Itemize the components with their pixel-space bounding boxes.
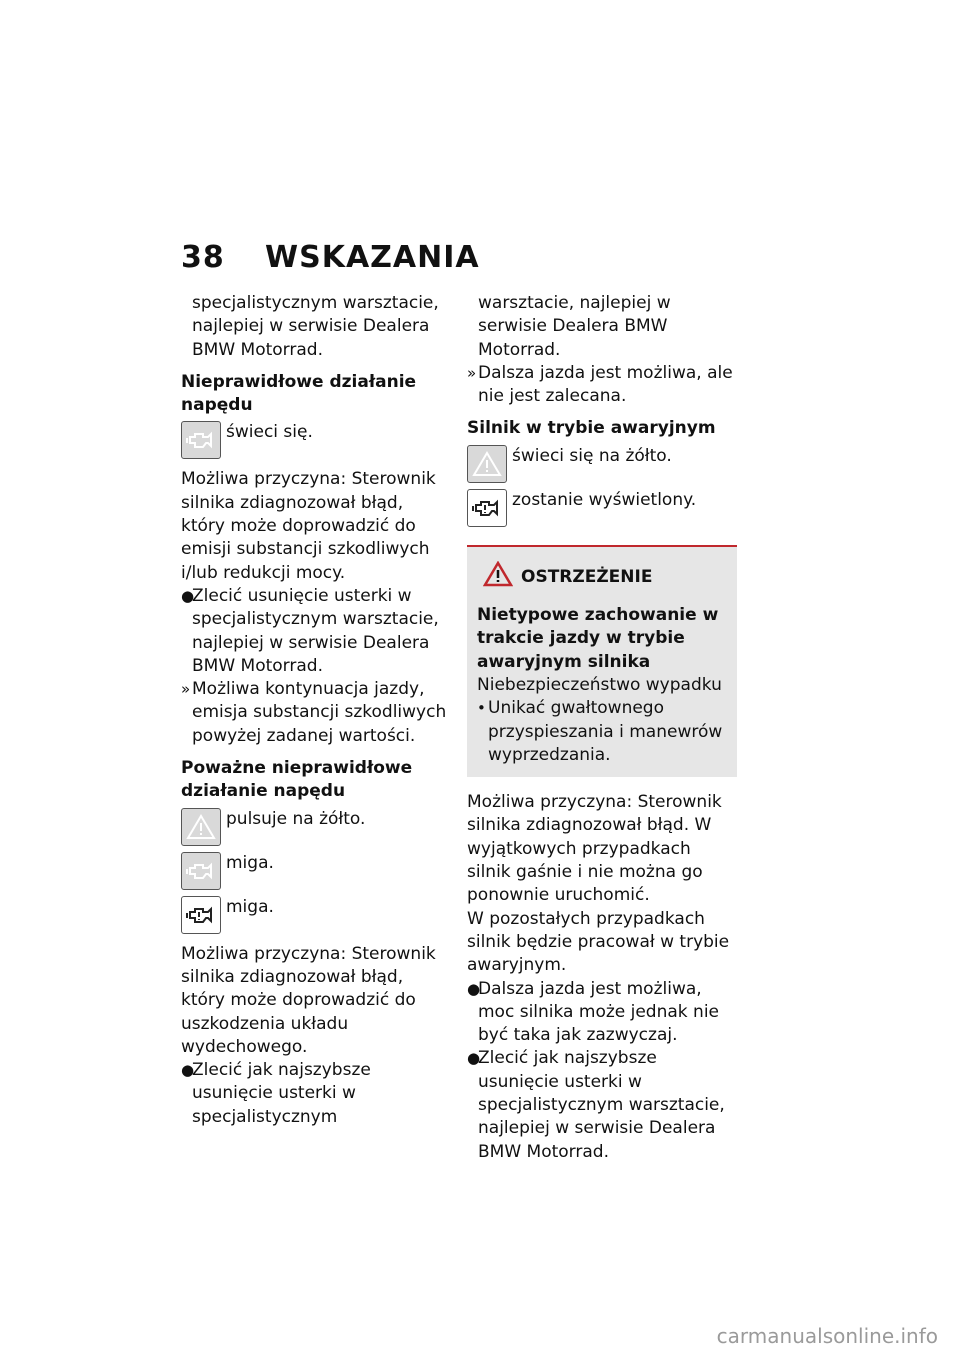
right-intro: warsztacie, najlepiej w serwisie Dealera BMW Motorrad. <box>478 293 671 360</box>
list-item <box>467 1047 737 1163</box>
list-item <box>181 585 449 678</box>
list-item-text: Unikać gwałtownego przyspieszania i manewrów wyprzedzania. <box>488 698 723 765</box>
icon-status-text: świeci się. <box>226 422 313 443</box>
warning-triangle-icon <box>181 808 221 846</box>
list-item-text: Zlecić jak najszybsze usunięcie usterki w specjalistycznym warsztacie, najlepiej w serwisie Dealera BMW Motorrad. <box>478 1048 725 1162</box>
icon-row <box>181 808 449 846</box>
warning-triangle-icon <box>467 445 507 483</box>
heading-serious-malfunction: Poważne nieprawidłowe działanie napędu <box>181 758 413 802</box>
engine-icon <box>181 852 221 890</box>
warning-subtitle: Nietypowe zachowanie w trakcie jazdy w trybie awaryjnym silnika <box>477 605 719 672</box>
warning-title-text: OSTRZEŻENIE <box>521 566 653 587</box>
bullet-marker: ● <box>467 1049 481 1068</box>
bullet-marker: ● <box>181 1061 195 1080</box>
left-column <box>181 292 449 1129</box>
left-intro: specjalistycznym warsztacie, najlepiej w serwisie Dealera BMW Motorrad. <box>192 293 439 360</box>
result-marker: » <box>467 363 477 382</box>
list-item <box>181 1059 449 1129</box>
right-column <box>467 292 737 1164</box>
cause-text: Możliwa przyczyna: Sterownik silnika zdiagnozował błąd, który może doprowadzić do emisji substancji szkodliwych i/lub redukcji mocy. <box>181 469 436 583</box>
bullet-marker: ● <box>181 586 195 605</box>
icon-status-text: świeci się na żółto. <box>512 445 672 466</box>
heading-emergency-mode: Silnik w trybie awaryjnym <box>467 418 716 439</box>
list-item-text: Dalsza jazda jest możliwa, ale nie jest zalecana. <box>478 362 733 407</box>
page-title: WSKAZANIA <box>265 240 480 275</box>
icon-status-text: miga. <box>226 852 274 873</box>
page-header <box>181 240 480 275</box>
bullet-marker: • <box>477 699 486 718</box>
list-item <box>477 697 727 767</box>
cause-text-2: W pozostałych przypadkach silnik będzie pracował w trybie awaryjnym. <box>467 908 730 976</box>
icon-status-text: pulsuje na żółto. <box>226 808 366 829</box>
warning-box <box>467 545 737 777</box>
list-item-text: Zlecić usunięcie usterki w specjalistycznym warsztacie, najlepiej w serwisie Dealera BMW Motorrad. <box>192 585 439 676</box>
icon-row <box>181 896 449 934</box>
list-item <box>467 978 737 1048</box>
list-item <box>181 678 449 748</box>
icon-row <box>181 421 449 459</box>
watermark: carmanualsonline.info <box>716 1324 938 1348</box>
warning-triangle-icon <box>483 561 513 594</box>
cause-text: Możliwa przyczyna: Sterownik silnika zdiagnozował błąd, który może doprowadzić do uszkodzenia układu wydechowego. <box>181 943 436 1057</box>
engine-display-icon <box>181 896 221 934</box>
bullet-marker: ● <box>467 979 481 998</box>
result-marker: » <box>181 680 191 699</box>
page-number: 38 <box>181 240 225 275</box>
icon-row <box>467 445 737 483</box>
warning-risk: Niebezpieczeństwo wypadku <box>477 674 722 695</box>
list-item-text: Dalsza jazda jest możliwa, moc silnika może jednak nie być taka jak zazwyczaj. <box>478 978 719 1046</box>
icon-row <box>467 489 737 527</box>
heading-malfunction: Nieprawidłowe działanie napędu <box>181 371 417 416</box>
cause-text: Możliwa przyczyna: Sterownik silnika zdiagnozował błąd. W wyjątkowych przypadkach silnik gaśnie i nie można go ponownie uruchomić. <box>467 792 722 906</box>
engine-display-icon <box>467 489 507 527</box>
list-item <box>467 362 737 409</box>
warning-title <box>477 561 727 594</box>
list-item-text: Możliwa kontynuacja jazdy, emisja substancji szkodliwych powyżej zadanej wartości. <box>192 679 447 746</box>
icon-status-text: zostanie wyświetlony. <box>512 489 697 510</box>
icon-row <box>181 852 449 890</box>
list-item-text: Zlecić jak najszybsze usunięcie usterki w specjalistycznym <box>192 1060 371 1127</box>
engine-icon <box>181 421 221 459</box>
icon-status-text: miga. <box>226 896 274 917</box>
